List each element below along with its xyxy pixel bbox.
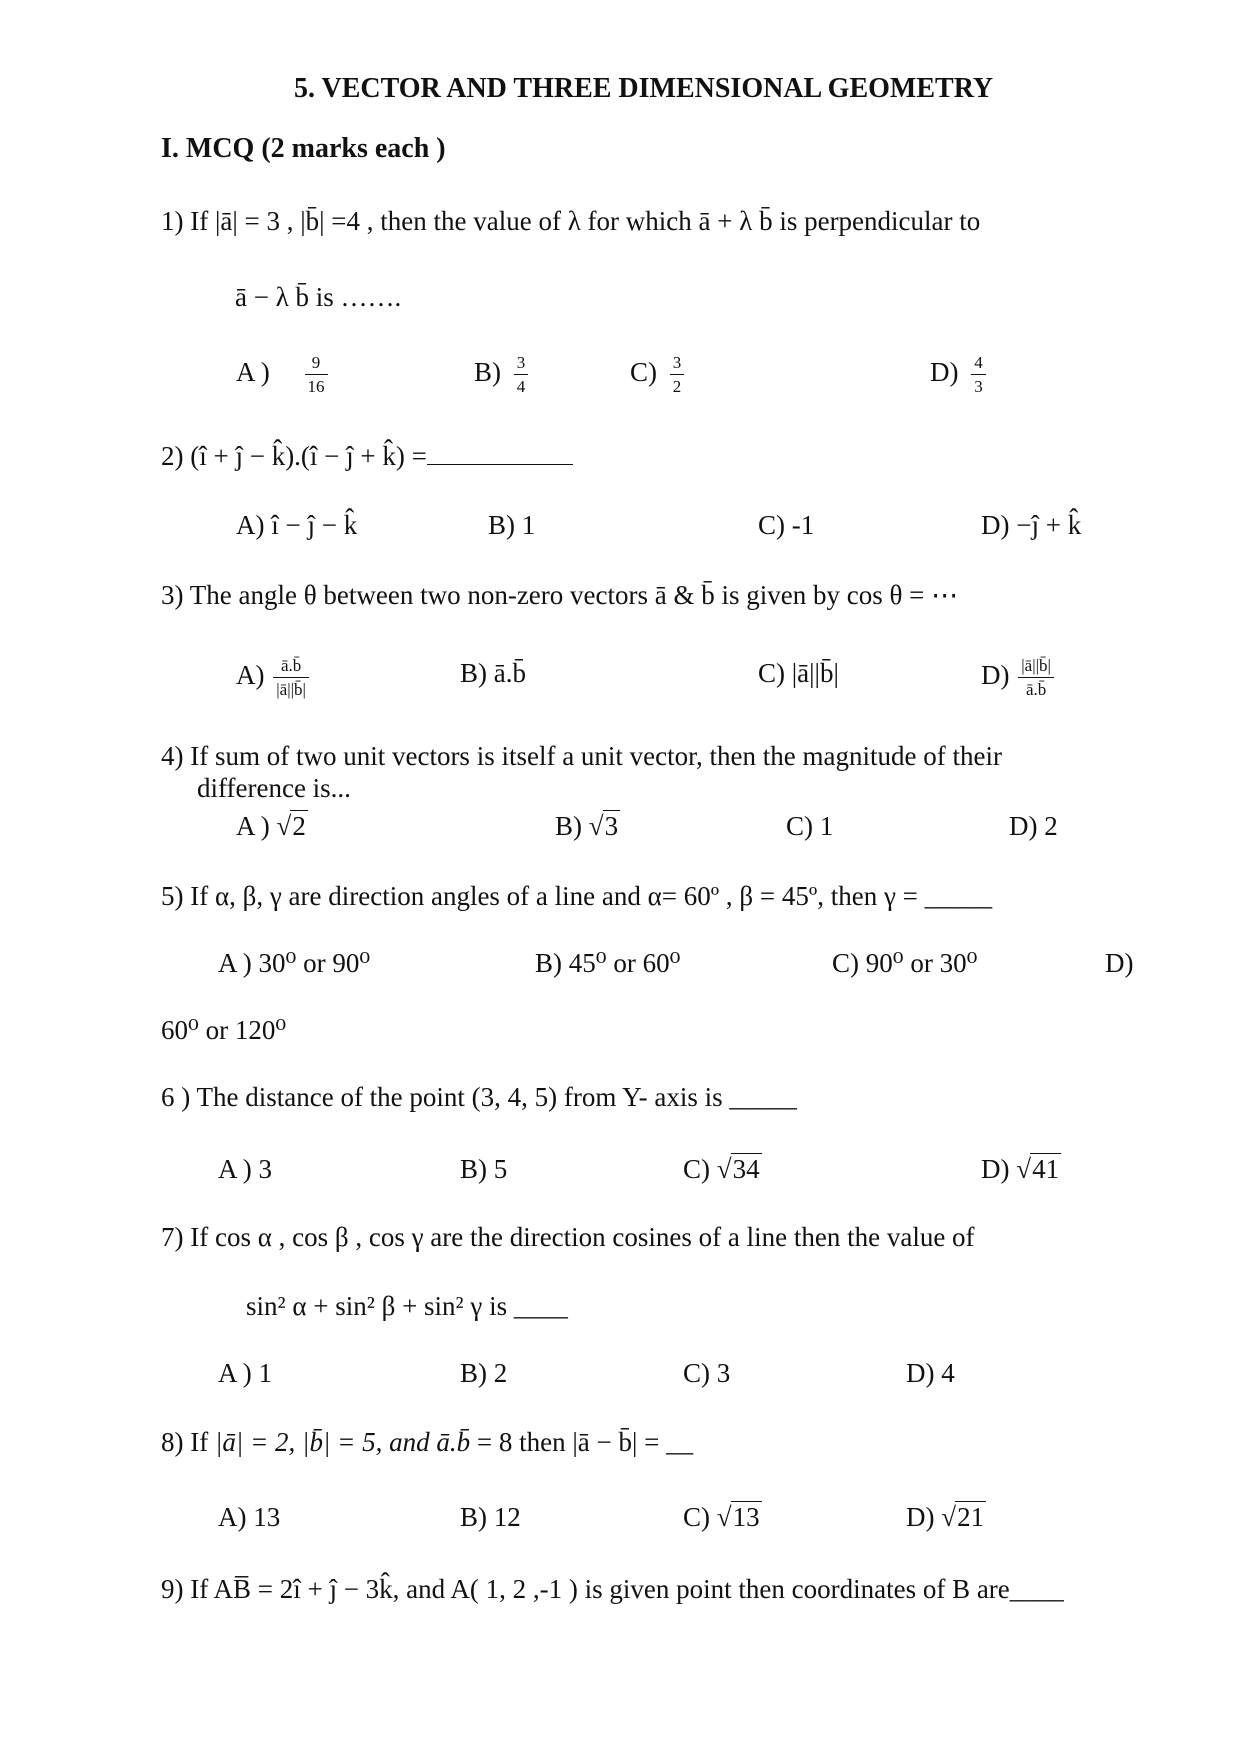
option-label: B) bbox=[555, 811, 589, 841]
numerator: 3 bbox=[670, 352, 685, 375]
question-3-option-b: B) ā.b̄ bbox=[460, 658, 526, 688]
option-label: A ) bbox=[236, 356, 270, 387]
numerator: |ā||b̄| bbox=[1018, 655, 1054, 678]
question-1-option-b bbox=[474, 352, 528, 398]
question-3-option-a bbox=[236, 655, 309, 701]
question-2-stem bbox=[161, 438, 573, 472]
radicand: 3 bbox=[604, 811, 619, 841]
question-9-stem: 9) If AB̅ = 2î + ĵ − 3k̂, and A( 1, 2 ,-1 ) is given point then coordinates of B are____ bbox=[161, 1574, 1064, 1604]
page-title: 5. VECTOR AND THREE DIMENSIONAL GEOMETRY bbox=[294, 73, 994, 104]
question-2-option-c: C) -1 bbox=[758, 510, 815, 540]
fraction bbox=[514, 352, 529, 398]
question-4-option-c: C) 1 bbox=[786, 811, 834, 841]
question-2-option-a: A) î − ĵ − k̂ bbox=[236, 510, 358, 540]
option-label: D) bbox=[906, 1502, 942, 1532]
numerator: 4 bbox=[971, 352, 986, 375]
denominator: 2 bbox=[672, 377, 682, 397]
question-4-option-a: A ) √2 bbox=[236, 811, 306, 841]
question-8-option-d: D) √21 bbox=[906, 1502, 985, 1532]
option-label: C) bbox=[683, 1154, 717, 1184]
option-label: D) bbox=[981, 659, 1010, 690]
section-heading: I. MCQ (2 marks each ) bbox=[161, 133, 446, 164]
fraction bbox=[1018, 655, 1054, 701]
radicand: 34 bbox=[732, 1154, 760, 1184]
radicand: 13 bbox=[732, 1502, 760, 1532]
radicand: 2 bbox=[292, 811, 306, 841]
question-6-option-c: C) √34 bbox=[683, 1154, 760, 1184]
radicand: 41 bbox=[1032, 1154, 1060, 1184]
question-7-option-c: C) 3 bbox=[683, 1358, 731, 1388]
question-2-option-b: B) 1 bbox=[488, 510, 536, 540]
question-7-option-a: A ) 1 bbox=[218, 1358, 272, 1388]
question-1-stem: 1) If |ā| = 3 , |b̄| =4 , then the value of λ for which ā + λ b̄ is perpendicular to bbox=[161, 206, 981, 236]
question-text: 8) If bbox=[161, 1427, 215, 1457]
question-7-option-b: B) 2 bbox=[460, 1358, 508, 1388]
question-8-option-a: A) 13 bbox=[218, 1502, 281, 1532]
fraction bbox=[305, 352, 328, 398]
question-1-option-a bbox=[236, 352, 328, 398]
question-1-option-d bbox=[930, 352, 986, 398]
question-7-stem: 7) If cos α , cos β , cos γ are the direction cosines of a line then the value of bbox=[161, 1222, 975, 1252]
question-5-stem: 5) If α, β, γ are direction angles of a line and α= 60º , β = 45º, then γ = _____ bbox=[161, 881, 993, 911]
math-expression: |ā| = 2, |b̄| = 5, and ā.b̄ bbox=[214, 1427, 471, 1457]
radicand: 21 bbox=[957, 1502, 985, 1532]
question-8-option-c: C) √13 bbox=[683, 1502, 760, 1532]
question-5-option-b: B) 45⁰ or 60⁰ bbox=[535, 948, 681, 978]
denominator: 16 bbox=[307, 377, 325, 397]
numerator: 9 bbox=[305, 352, 328, 375]
denominator: 3 bbox=[974, 377, 983, 397]
fraction bbox=[670, 352, 685, 398]
option-label: B) bbox=[474, 356, 501, 387]
question-6-stem: 6 ) The distance of the point (3, 4, 5) from Y- axis is _____ bbox=[161, 1082, 797, 1112]
question-text: 2) (î + ĵ − k̂).(î − ĵ + k̂) = bbox=[161, 441, 427, 471]
question-4-stem-continued: difference is... bbox=[197, 773, 351, 803]
option-label: A) bbox=[236, 659, 265, 690]
question-4-stem: 4) If sum of two unit vectors is itself a unit vector, then the magnitude of their bbox=[161, 741, 1002, 771]
option-label: C) bbox=[630, 356, 657, 387]
denominator: ā.b̄ bbox=[1025, 680, 1047, 700]
question-8-stem bbox=[161, 1427, 693, 1458]
question-text-end: = 8 then |ā − b̄| = __ bbox=[470, 1427, 694, 1457]
numerator: 3 bbox=[514, 352, 529, 375]
denominator: |ā||b̄| bbox=[276, 680, 306, 700]
question-3-option-d bbox=[981, 655, 1054, 701]
question-1-stem-continued: ā − λ b̄ is ……. bbox=[235, 282, 402, 312]
question-5-option-c: C) 90⁰ or 30⁰ bbox=[832, 948, 978, 978]
option-label: D) bbox=[930, 356, 959, 387]
question-8-option-b: B) 12 bbox=[460, 1502, 521, 1532]
option-label: C) bbox=[683, 1502, 717, 1532]
question-7-option-d: D) 4 bbox=[906, 1358, 955, 1388]
question-5-option-d: D) bbox=[1105, 948, 1134, 978]
question-3-option-c: C) |ā||b̄| bbox=[758, 658, 839, 688]
fraction bbox=[971, 352, 986, 398]
fraction bbox=[273, 655, 309, 701]
question-1-option-c bbox=[630, 352, 684, 398]
question-4-option-b: B) √3 bbox=[555, 811, 619, 841]
option-label: D) bbox=[981, 1154, 1017, 1184]
question-6-option-d: D) √41 bbox=[981, 1154, 1060, 1184]
question-5-option-a: A ) 30⁰ or 90⁰ bbox=[218, 948, 371, 978]
question-7-stem-continued: sin² α + sin² β + sin² γ is ____ bbox=[246, 1291, 568, 1321]
question-4-option-d: D) 2 bbox=[1009, 811, 1058, 841]
option-label: A ) bbox=[236, 811, 277, 841]
question-5-option-d-value: 60⁰ or 120⁰ bbox=[161, 1015, 287, 1045]
question-3-stem: 3) The angle θ between two non-zero vectors ā & b̄ is given by cos θ = ⋯ bbox=[161, 580, 959, 610]
question-6-option-a: A ) 3 bbox=[218, 1154, 272, 1184]
answer-blank bbox=[427, 438, 573, 465]
denominator: 4 bbox=[516, 377, 526, 397]
question-6-option-b: B) 5 bbox=[460, 1154, 508, 1184]
question-2-option-d: D) −ĵ + k̂ bbox=[981, 510, 1082, 540]
numerator: ā.b̄ bbox=[273, 655, 309, 678]
